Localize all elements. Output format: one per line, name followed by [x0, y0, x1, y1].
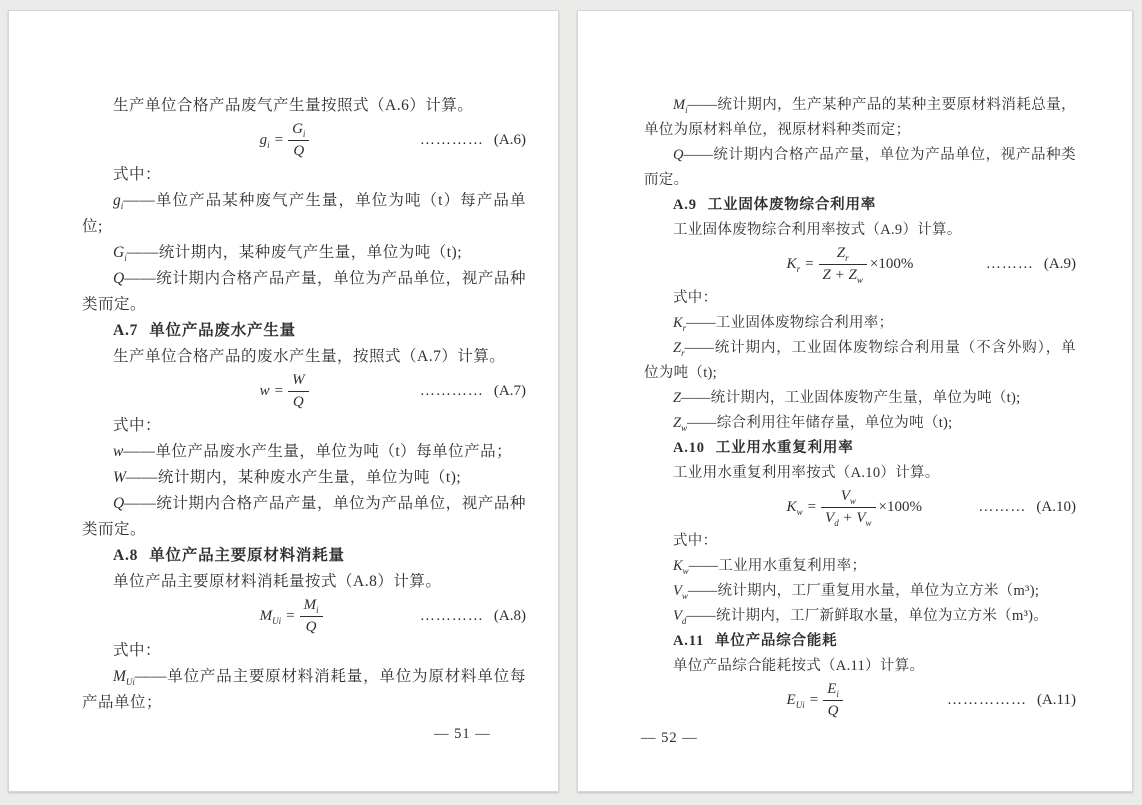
symbol-definition [644, 311, 1076, 336]
formula-lhs: $M_{Ui}$ [259, 608, 282, 626]
symbol: $M_i$ [673, 97, 688, 115]
equals-sign: = [809, 692, 819, 708]
page-52 [577, 10, 1133, 792]
definition-text: ——统计期内，某种废气产生量，单位为吨（t); [126, 244, 462, 261]
symbol: $K_r$ [673, 315, 687, 333]
dot-leader: ………… [419, 383, 484, 399]
page-number: — 51 — [434, 726, 491, 742]
definition-text: ——统计期内合格产品产量，单位为产品单位，视产品种类而定。 [82, 495, 526, 538]
formula-lhs: w [259, 383, 270, 399]
formula-lhs: $K_r$ [786, 256, 801, 274]
dot-leader: …………… [946, 692, 1027, 708]
symbol-definition [82, 664, 526, 716]
equals-sign: = [286, 608, 295, 624]
symbol-definition [82, 491, 526, 543]
heading-number: A.8 [113, 547, 139, 564]
paragraph: 工业固体废物综合利用率按式（A.9）计算。 [673, 222, 962, 238]
formula-lhs: $E_{Ui}$ [786, 692, 805, 710]
paragraph: 工业用水重复利用率按式（A.10）计算。 [673, 465, 940, 481]
numerator: $G_i$ [288, 120, 309, 141]
fraction [288, 120, 309, 161]
section-heading [644, 436, 1076, 461]
formula-math [787, 680, 843, 721]
heading-number: A.11 [673, 633, 704, 649]
formula-lhs: $K_w$ [786, 499, 803, 517]
heading-title: 工业用水重复利用率 [715, 440, 854, 456]
paragraph: 式中： [113, 642, 162, 659]
symbol: $M_{Ui}$ [113, 668, 135, 688]
formula-math [260, 596, 323, 637]
formula-math [260, 371, 309, 412]
paragraph: 生产单位合格产品废气产生量按照式（A.6）计算。 [113, 97, 474, 114]
section-heading [82, 543, 526, 569]
symbol-definition [644, 143, 1076, 193]
symbol: $G_i$ [113, 244, 127, 264]
dot-leader: ………… [419, 608, 484, 624]
symbol-definition [82, 465, 526, 491]
heading-number: A.9 [673, 197, 697, 213]
symbol: $Z_w$ [673, 415, 688, 433]
symbol: Q [113, 270, 125, 287]
formula [82, 371, 526, 412]
symbol: $V_w$ [673, 583, 688, 601]
formula-math [787, 244, 914, 285]
page-number: — 52 — [641, 730, 698, 746]
page-body [578, 11, 1132, 791]
fraction [300, 596, 323, 637]
numerator: $E_i$ [823, 680, 843, 701]
heading-title: 工业固体废物综合利用率 [707, 197, 877, 213]
formula-label: (A.7) [493, 383, 526, 399]
numerator: W [288, 371, 309, 392]
formula [82, 596, 526, 637]
equals-sign: = [274, 132, 284, 148]
equals-sign: = [274, 383, 284, 399]
definition-text: ——统计期内，生产某种产品的某种主要原材料消耗总量，单位为原材料单位，视原材料种类而定； [644, 97, 1076, 138]
dot-leader: ……… [978, 499, 1027, 515]
numerator: $V_w$ [821, 487, 875, 508]
paragraph: 式中： [113, 166, 162, 183]
formula [82, 120, 526, 161]
symbol: w [113, 443, 124, 460]
fraction [819, 244, 867, 285]
symbol: $Z_r$ [673, 340, 685, 358]
formula-math [260, 120, 310, 161]
page-51 [8, 10, 559, 792]
paragraph: 式中： [673, 290, 718, 306]
denominator: $Z + Z_w$ [822, 267, 863, 285]
definition-text: ——统计期内合格产品产量，单位为产品单位，视产品种类而定。 [82, 270, 526, 313]
fraction [288, 371, 309, 412]
denominator: Q [292, 394, 304, 410]
symbol-definition [644, 411, 1076, 436]
section-heading [644, 193, 1076, 218]
denominator: Q [305, 619, 317, 635]
formula-label: (A.11) [1036, 692, 1076, 708]
definition-text: ——综合利用往年储存量，单位为吨（t); [687, 415, 953, 431]
heading-title: 单位产品综合能耗 [715, 633, 838, 649]
definition-text: ——单位产品主要原材料消耗量，单位为原材料单位每产品单位； [82, 668, 526, 711]
heading-title: 单位产品主要原材料消耗量 [149, 547, 345, 564]
paragraph: 式中： [673, 533, 718, 549]
formula-label: (A.10) [1036, 499, 1076, 515]
symbol: Z [673, 390, 682, 406]
paragraph: 单位产品综合能耗按式（A.11）计算。 [673, 658, 925, 674]
symbol-definition [644, 93, 1076, 143]
formula-suffix: ×100% [878, 499, 922, 515]
section-heading [82, 318, 526, 344]
paragraph: 单位产品主要原材料消耗量按式（A.8）计算。 [113, 573, 442, 590]
fraction [821, 487, 875, 528]
page-body [9, 11, 558, 791]
paragraph: 生产单位合格产品的废水产生量，按照式（A.7）计算。 [113, 348, 506, 365]
section-heading [644, 629, 1076, 654]
denominator: Q [827, 703, 839, 719]
symbol-definition [644, 554, 1076, 579]
heading-number: A.7 [113, 322, 139, 339]
symbol-definition [644, 579, 1076, 604]
formula [644, 244, 1076, 285]
numerator: $Z_r$ [819, 244, 867, 265]
formula-label: (A.9) [1043, 256, 1076, 272]
symbol-definition [644, 386, 1076, 411]
dot-leader: ………… [419, 132, 484, 148]
denominator: $V_d + V_w$ [825, 510, 872, 528]
heading-number: A.10 [673, 440, 705, 456]
formula-suffix: ×100% [869, 256, 914, 272]
formula-label: (A.6) [493, 132, 526, 148]
denominator: Q [293, 143, 305, 159]
formula-label: (A.8) [493, 608, 526, 624]
numerator: $M_i$ [300, 596, 323, 617]
definition-text: ——单位产品某种废气产生量，单位为吨（t）每产品单位; [82, 192, 526, 235]
formula [644, 487, 1076, 528]
definition-text: ——统计期内，某种废水产生量，单位为吨（t); [125, 469, 462, 486]
definition-text: ——工业用水重复利用率； [688, 558, 867, 574]
symbol: W [113, 469, 126, 486]
formula [644, 680, 1076, 721]
symbol-definition [644, 604, 1076, 629]
symbol: $g_i$ [113, 192, 124, 212]
definition-text: ——统计期内，工业固体废物综合利用量（不含外购），单位为吨（t); [644, 340, 1076, 381]
symbol-definition [82, 266, 526, 318]
symbol: $V_d$ [673, 608, 687, 626]
definition-text: ——统计期内，工厂新鲜取水量，单位为立方米（m³)。 [686, 608, 1049, 624]
definition-text: ——工业固体废物综合利用率； [686, 315, 894, 331]
fraction [823, 680, 843, 721]
symbol: Q [673, 147, 684, 163]
dot-leader: ……… [985, 256, 1034, 272]
definition-text: ——统计期内，工业固体废物产生量，单位为吨（t); [681, 390, 1021, 406]
paragraph: 式中： [113, 417, 162, 434]
symbol-definition [644, 336, 1076, 386]
symbol-definition [82, 188, 526, 240]
formula-math [787, 487, 922, 528]
formula-lhs: $g_i$ [259, 132, 270, 150]
equals-sign: = [805, 256, 814, 272]
heading-title: 单位产品废水产生量 [149, 322, 296, 339]
symbol-definition [82, 439, 526, 465]
definition-text: ——单位产品废水产生量，单位为吨（t）每单位产品； [123, 443, 513, 460]
equals-sign: = [807, 499, 817, 515]
definition-text: ——统计期内合格产品产量，单位为产品单位，视产品种类而定。 [644, 147, 1076, 188]
symbol: $K_w$ [673, 558, 689, 576]
symbol: Q [113, 495, 125, 512]
definition-text: ——统计期内，工厂重复用水量，单位为立方米（m³); [687, 583, 1040, 599]
symbol-definition [82, 240, 526, 266]
